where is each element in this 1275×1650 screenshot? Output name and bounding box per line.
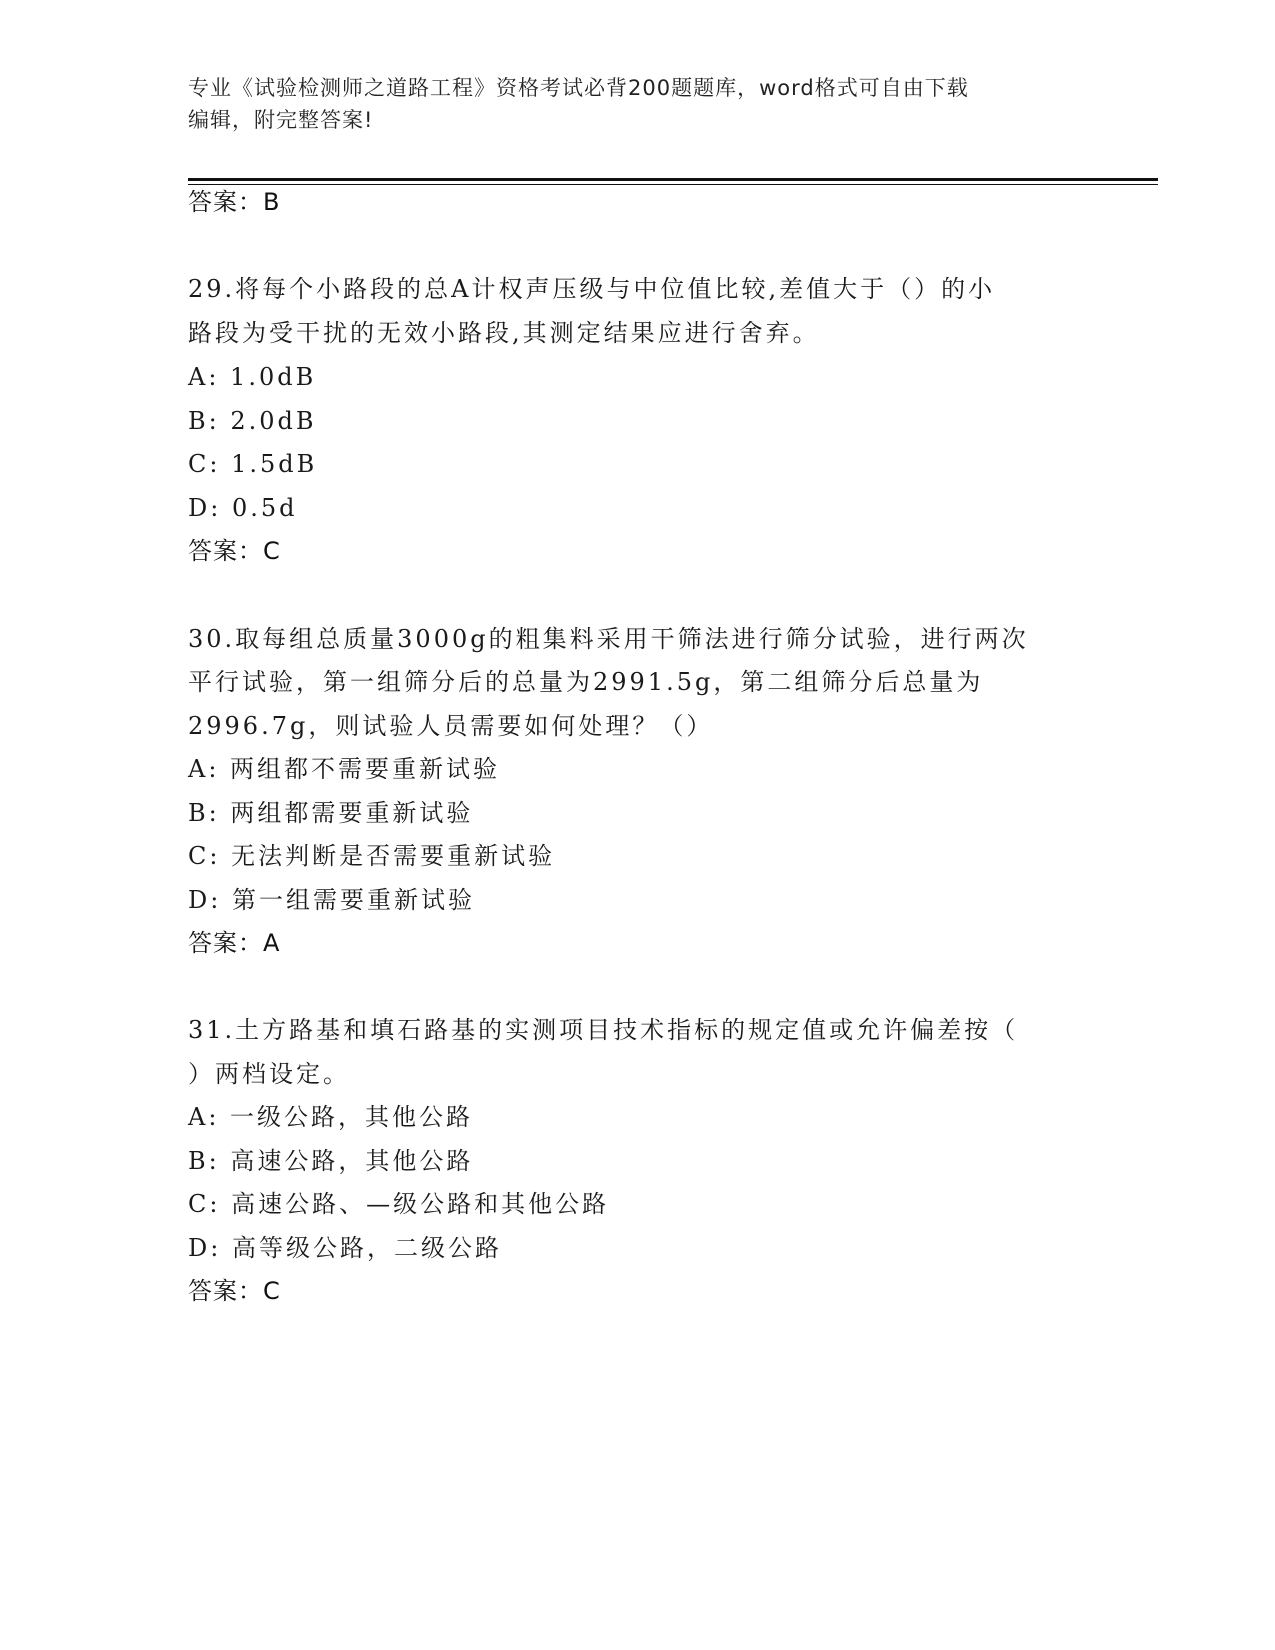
answer: 答案：C [188,537,281,565]
option-b: B: 2.0dB [188,407,317,435]
question-text-line: ）两档设定。 [188,1060,350,1088]
header-rule-thick [188,178,1158,181]
question-text-line: 平行试验，第一组筛分后的总量为2991.5g，第二组筛分后总量为 [188,668,984,696]
option-a: A: 一级公路，其他公路 [188,1103,474,1131]
document-page [188,0,1188,1650]
question-text-line: 路段为受干扰的无效小路段,其测定结果应进行舍弃。 [188,319,820,347]
document-header [188,72,1068,136]
option-a: A: 1.0dB [188,363,317,391]
option-c: C: 无法判断是否需要重新试验 [188,842,556,870]
option-d: D: 0.5d [188,494,298,522]
header-rule-thin [188,184,1158,185]
option-d: D: 高等级公路，二级公路 [188,1234,502,1262]
previous-answer: 答案：B [188,188,281,216]
option-d: D: 第一组需要重新试验 [188,886,475,914]
question-text-line: 31.土方路基和填石路基的实测项目技术指标的规定值或允许偏差按（ [188,1016,1019,1044]
question-text-line: 29.将每个小路段的总A计权声压级与中位值比较,差值大于（）的小 [188,275,996,303]
option-c: C: 高速公路、—级公路和其他公路 [188,1190,610,1218]
header-line-1: 专业《试验检测师之道路工程》资格考试必背200题题库，word格式可自由下载 [188,76,969,100]
header-line-2: 编辑，附完整答案! [188,108,374,132]
option-c: C: 1.5dB [188,450,318,478]
answer: 答案：A [188,929,281,957]
option-b: B: 两组都需要重新试验 [188,799,474,827]
question-text-line: 2996.7g，则试验人员需要如何处理？（） [188,712,714,740]
option-a: A: 两组都不需要重新试验 [188,755,501,783]
option-b: B: 高速公路，其他公路 [188,1147,474,1175]
question-text-line: 30.取每组总质量3000g的粗集料采用干筛法进行筛分试验，进行两次 [188,625,1029,653]
answer: 答案：C [188,1277,281,1305]
